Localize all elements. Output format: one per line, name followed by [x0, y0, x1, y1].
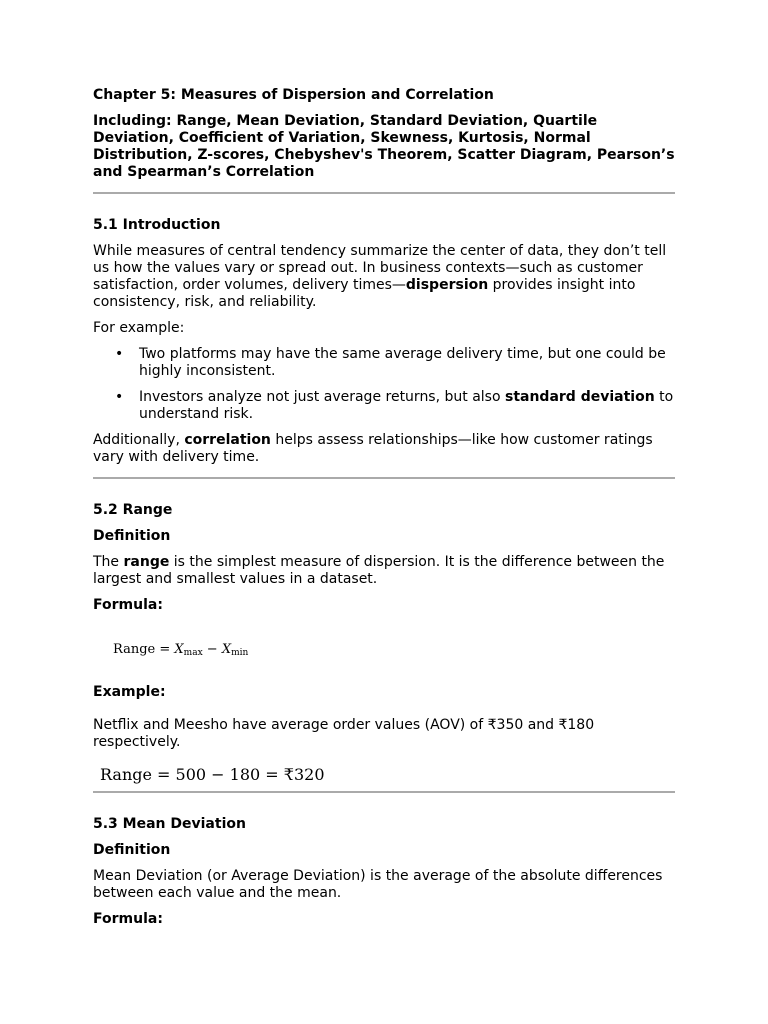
text: provides insight into consistency, risk, and reliability. — [93, 277, 636, 310]
example-label: Example: — [93, 684, 166, 700]
definition-label: Definition — [93, 528, 171, 544]
range-formula — [113, 641, 675, 662]
definition-paragraph — [93, 554, 675, 588]
section-5-3 — [93, 816, 675, 928]
divider — [93, 791, 675, 793]
bullet-list — [93, 346, 675, 423]
for-example-label: For example: — [93, 320, 185, 336]
text: to understand risk. — [139, 389, 674, 422]
section-heading: 5.2 Range — [93, 502, 173, 518]
chapter-title: Chapter 5: Measures of Dispersion and Correlation — [93, 87, 494, 103]
bullet-icon: • — [115, 389, 124, 405]
formula-label: Formula: — [93, 911, 163, 927]
section-5-2 — [93, 502, 675, 783]
divider — [93, 477, 675, 479]
bold-text: range — [123, 554, 170, 570]
list-item — [115, 346, 675, 380]
bold-text: standard deviation — [504, 389, 655, 405]
list-item — [115, 389, 675, 423]
text: Additionally, — [93, 432, 185, 448]
divider — [93, 192, 675, 194]
text: helps assess relationships—like how customer ratings vary with delivery time. — [93, 432, 653, 465]
text: While measures of central tendency summarize the center of data, they don’t tell us how the values vary or spread out. In business contexts—such as customer satisfaction, order volumes, delivery times— — [93, 243, 667, 293]
formula-subscript: min — [231, 648, 249, 658]
bold-text: dispersion — [405, 277, 489, 293]
bold-text: correlation — [184, 432, 271, 448]
definition-label: Definition — [93, 842, 171, 858]
formula-variable: X — [221, 642, 232, 657]
correlation-paragraph — [93, 432, 675, 466]
text: Two platforms may have the same average delivery time, but one could be highly inconsistent. — [139, 346, 666, 379]
text: Investors analyze not just average returns, but also — [139, 389, 505, 405]
chapter-topics: Including: Range, Mean Deviation, Standard Deviation, Quartile Deviation, Coefficient of Variation, Skewness, Kurtosis, Normal Distribution, Z-scores, Chebyshev's Theorem, Scatter Diagram, Pearson’s and Spearman’s Correlation — [93, 113, 675, 180]
bullet-icon: • — [115, 346, 124, 362]
text: The — [93, 554, 124, 570]
example-formula: Range = 500 − 180 = ₹320 — [100, 765, 325, 784]
section-heading: 5.1 Introduction — [93, 217, 221, 233]
definition-paragraph: Mean Deviation (or Average Deviation) is the average of the absolute differences between each value and the mean. — [93, 868, 663, 901]
formula-text: − — [202, 642, 222, 657]
formula-text: Range — [113, 642, 156, 657]
intro-paragraph — [93, 243, 675, 311]
formula-label: Formula: — [93, 597, 163, 613]
document-page — [93, 87, 675, 928]
text: is the simplest measure of dispersion. It is the difference between the largest and smallest values in a dataset. — [93, 554, 665, 587]
formula-variable: X — [174, 642, 184, 657]
example-paragraph: Netflix and Meesho have average order values (AOV) of ₹350 and ₹180 respectively. — [93, 717, 595, 750]
formula-text: = — [155, 642, 175, 657]
formula-subscript: max — [183, 648, 203, 658]
section-5-1 — [93, 217, 675, 466]
section-heading: 5.3 Mean Deviation — [93, 816, 246, 832]
